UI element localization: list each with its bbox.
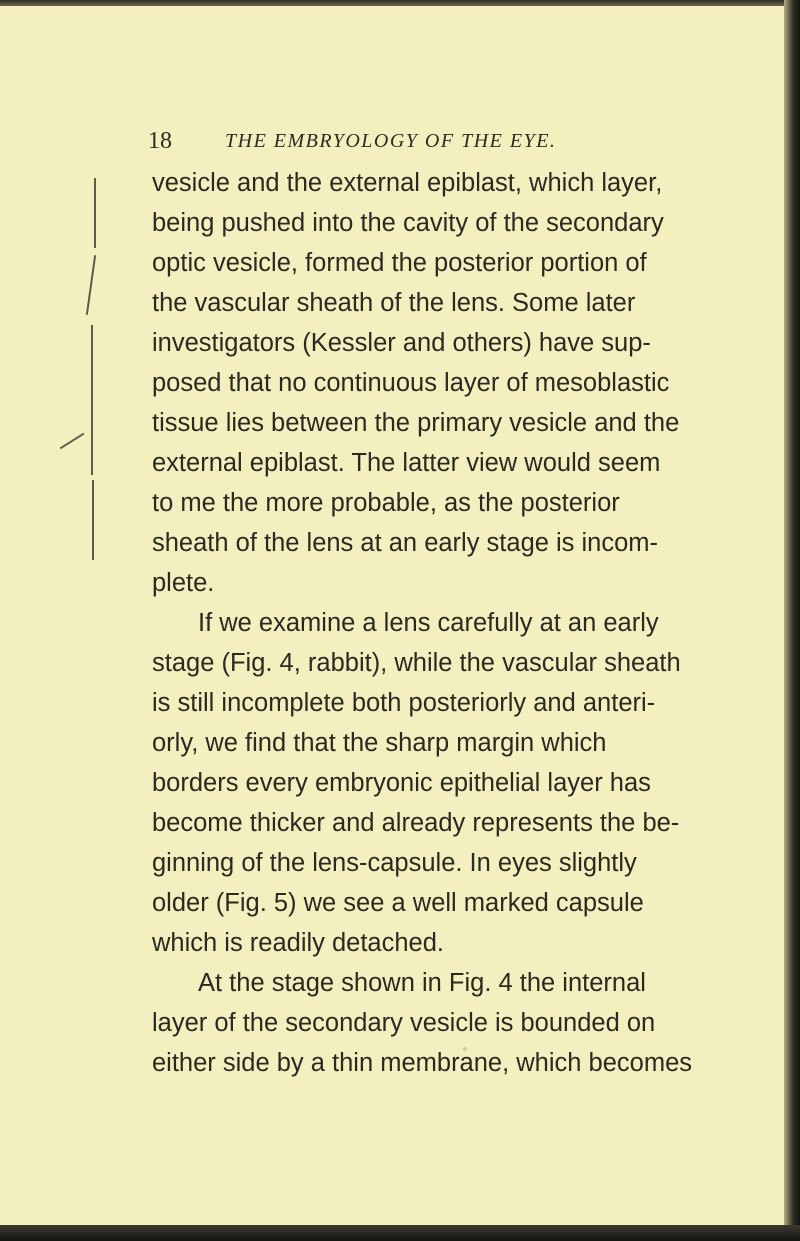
text-line: the vascular sheath of the lens. Some later xyxy=(152,289,636,317)
text-line: become thicker and already represents the be- xyxy=(152,809,680,837)
text-line: tissue lies between the primary vesicle and the xyxy=(152,409,680,437)
text-line: borders every embryonic epithelial layer has xyxy=(152,769,651,797)
text-line: ginning of the lens-capsule. In eyes slightly xyxy=(152,849,637,877)
text-line: either side by a thin membrane, which becomes xyxy=(152,1049,693,1077)
text-line: stage (Fig. 4, rabbit), while the vascular sheath xyxy=(152,649,681,677)
text-line: vesicle and the external epiblast, which layer, xyxy=(152,169,663,197)
text-line: to me the more probable, as the posterior xyxy=(152,489,620,517)
text-line: optic vesicle, formed the posterior portion of xyxy=(152,249,647,277)
margin-pencil-mark xyxy=(94,178,96,248)
margin-pencil-mark xyxy=(92,480,94,560)
paragraph-start-line: If we examine a lens carefully at an early xyxy=(198,609,659,637)
margin-pencil-tick xyxy=(60,433,85,450)
page-top-edge xyxy=(0,0,800,6)
text-line: sheath of the lens at an early stage is incom- xyxy=(152,529,659,557)
page-bottom-edge xyxy=(0,1225,800,1241)
text-line: older (Fig. 5) we see a well marked capsule xyxy=(152,889,644,917)
text-line: posed that no continuous layer of mesoblastic xyxy=(152,369,670,397)
text-line: which is readily detached. xyxy=(152,929,444,957)
text-line: being pushed into the cavity of the secondary xyxy=(152,209,664,237)
body-text xyxy=(152,163,712,1083)
text-line: layer of the secondary vesicle is bounded on xyxy=(152,1009,656,1037)
text-line: orly, we find that the sharp margin which xyxy=(152,729,607,757)
page-number: 18 xyxy=(148,128,172,154)
page-header xyxy=(148,128,708,162)
text-line: is still incomplete both posteriorly and anteri- xyxy=(152,689,656,717)
page-binding-edge xyxy=(784,0,800,1241)
margin-pencil-mark xyxy=(86,255,96,315)
text-line: investigators (Kessler and others) have sup- xyxy=(152,329,651,357)
text-line: external epiblast. The latter view would seem xyxy=(152,449,661,477)
text-line: plete. xyxy=(152,569,215,597)
paragraph-start-line: At the stage shown in Fig. 4 the internal xyxy=(198,969,646,997)
running-head: THE EMBRYOLOGY OF THE EYE. xyxy=(225,130,557,152)
margin-pencil-mark xyxy=(91,325,93,475)
